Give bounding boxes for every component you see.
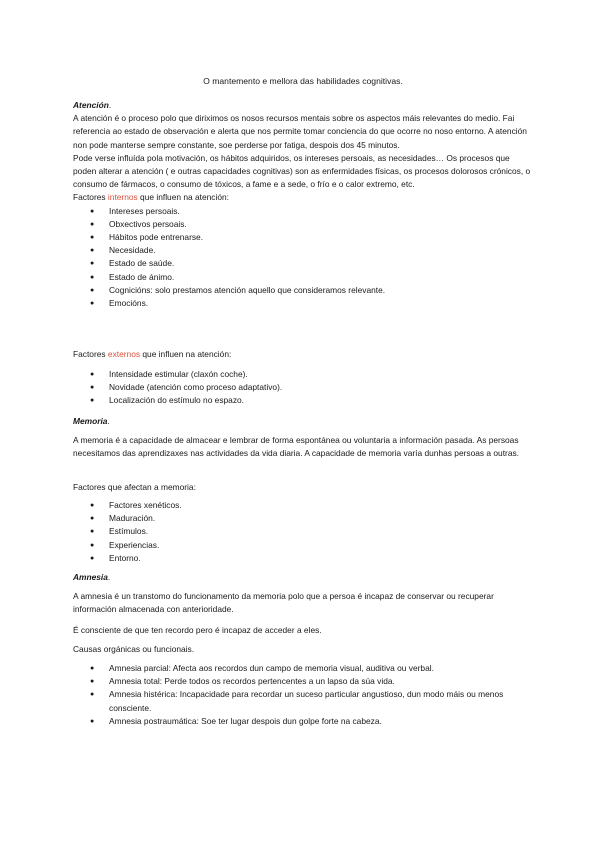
list-item: ● Hábitos pode entrenarse. bbox=[73, 231, 533, 244]
factores-externos-list-wrap bbox=[73, 368, 533, 408]
document-title: O mantemento e mellora das habilidades cognitivas. bbox=[203, 76, 403, 86]
list-item: ● Emocións. bbox=[73, 297, 533, 310]
factores-internos-list bbox=[73, 205, 533, 311]
factores-externos-list bbox=[73, 368, 533, 408]
amnesia-paragraph-wrap bbox=[73, 590, 533, 616]
amnesia-causas-label-wrap bbox=[73, 643, 533, 656]
list-item: ● Amnesia histérica: Incapacidade para recordar un suceso particular angustioso, dun modo máis ou menos consciente. bbox=[73, 688, 533, 714]
list-item: ● Experiencias. bbox=[73, 539, 533, 552]
amnesia-causas-list bbox=[73, 662, 533, 728]
list-item: ● Amnesia parcial: Afecta aos recordos dun campo de memoria visual, auditiva ou verbal. bbox=[73, 662, 533, 675]
list-item: ● Estímulos. bbox=[73, 525, 533, 538]
list-item: ● Localización do estímulo no espazo. bbox=[73, 394, 533, 407]
atencion-heading: Atención. bbox=[73, 100, 112, 110]
memoria-heading-wrap bbox=[73, 415, 533, 428]
factores-internos-label: Factores internos que influen na atención: bbox=[73, 192, 229, 203]
atencion-section bbox=[73, 99, 533, 310]
list-item: ● Maduración. bbox=[73, 512, 533, 525]
memoria-paragraph-1: A memoria é a capacidade de almacear e lembrar de forma espontánea ou voluntaria a información pasada. As persoas necesitamos das aprendizaxes nas actividades da vida diaria. A capacidade de memoria varía dunhas persoas a outras. bbox=[73, 435, 519, 459]
list-item: ● Estado de saúde. bbox=[73, 257, 533, 270]
memoria-heading: Memoria. bbox=[73, 416, 110, 426]
list-item: ● Estado de ánimo. bbox=[73, 271, 533, 284]
amnesia-causas-list-wrap bbox=[73, 662, 533, 728]
atencion-paragraph-2: Pode verse influída pola motivación, os hábitos adquiridos, os intereses persoais, as necesidades… Os procesos que poden alterar a atención ( e outras capacidades cognitivas) son as enfermidades físicas, os procesos dolorosos crónicos, o consumo de fármacos, o consumo de tóxicos, a fame e a sede, o frío e o calor extremo, etc. bbox=[73, 152, 531, 190]
factores-externos-label: Factores externos que influen na atención: bbox=[73, 349, 232, 359]
memoria-factores-label: Factores que afectan a memoria: bbox=[73, 482, 196, 492]
list-item: ● Entorno. bbox=[73, 552, 533, 565]
amnesia-heading-wrap bbox=[73, 571, 533, 584]
list-item: ● Novidade (atención como proceso adaptativo). bbox=[73, 381, 533, 394]
memoria-factores-list-wrap bbox=[73, 499, 533, 565]
amnesia-paragraph-1: A amnesia é un transtomo do funcionamento da memoria polo que a persoa é incapaz de conservar ou recuperar información almacenada con anterioridade. bbox=[73, 591, 494, 615]
list-item: ● Factores xenéticos. bbox=[73, 499, 533, 512]
list-item: ● Intensidade estimular (claxón coche). bbox=[73, 368, 533, 381]
list-item: ● Intereses persoais. bbox=[73, 205, 533, 218]
list-item: ● Necesidade. bbox=[73, 244, 533, 257]
memoria-paragraph-wrap bbox=[73, 434, 533, 460]
memoria-factores-label-wrap bbox=[73, 481, 533, 494]
amnesia-causas-label: Causas orgánicas ou funcionais. bbox=[73, 644, 195, 654]
atencion-paragraph-1: A atención é o proceso polo que diriximos os nosos recursos mentais sobre os aspectos máis relevantes do medio. Fai referencia ao estado de observación e alerta que nos permite tomar conciencia do que ocorre no noso entorno. A atención non pode manterse sempre constante, soe perderse por fatiga, despois dos 45 minutos. bbox=[73, 113, 527, 150]
list-item: ● Cognicións: solo prestamos atención aquello que consideramos relevante. bbox=[73, 284, 533, 297]
amnesia-paragraph-2: É consciente de que ten recordo pero é incapaz de acceder a eles. bbox=[73, 625, 322, 635]
factores-externos-section bbox=[73, 348, 533, 361]
amnesia-paragraph-2-wrap bbox=[73, 624, 533, 637]
list-item: ● Amnesia total: Perde todos os recordos pertencentes a un lapso da súa vida. bbox=[73, 675, 533, 688]
list-item: ● Obxectivos persoais. bbox=[73, 218, 533, 231]
amnesia-heading: Amnesia. bbox=[73, 572, 111, 582]
list-item: ● Amnesia postraumática: Soe ter lugar despois dun golpe forte na cabeza. bbox=[73, 715, 533, 728]
memoria-factores-list bbox=[73, 499, 533, 565]
